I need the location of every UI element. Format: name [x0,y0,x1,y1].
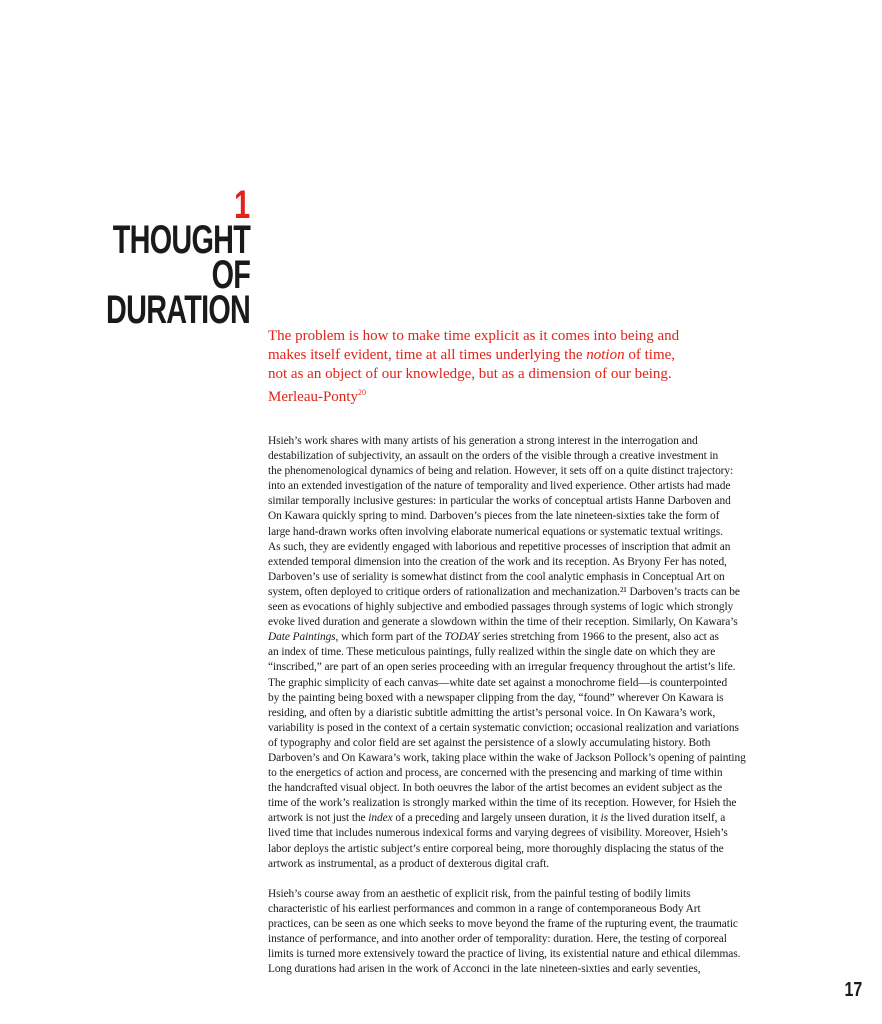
text-line: to the energetics of action and process, are concerned with the presencing and marking of time within [268,767,723,780]
epigraph-line: not as an object of our knowledge, but as a dimension of our being. [268,366,672,382]
text-line: time of the work’s realization is strongly marked within the time of its reception. However, for Hsieh the [268,797,737,810]
text-line: Darboven’s use of seriality is somewhat distinct from the cool analytic emphasis in Conceptual Art on [268,570,725,583]
epigraph-emphasis: notion [586,347,625,363]
text-line: large hand-drawn works often involving elaborate numerical equations or systematic textual writings. [268,525,723,538]
text-line: of typography and color field are set against the persistence of a slowly accumulating history. Both [268,736,711,749]
text-line: the handcrafted visual object. In both oeuvres the labor of the artist becomes an evident subject as the [268,782,723,795]
epigraph-line: makes itself evident, time at all times underlying the notion of time, [268,347,676,363]
text-line: Hsieh’s course away from an aesthetic of explicit risk, from the painful testing of bodily limits [268,887,691,900]
text-line: practices, can be seen as one which seeks to move beyond the frame of the rupturing event, the traumatic [268,917,738,930]
text-line: “inscribed,” are part of an open series proceeding with an irregular frequency throughout the artist’s life. [268,661,736,674]
chapter-heading [50,183,250,332]
text-line: residing, and often by a diaristic subtitle admitting the artist’s personal voice. In On Kawara’s work, [268,706,716,719]
text-line: artwork is not just the index of a preceding and largely unseen duration, it is the lived duration itself, a [268,812,726,825]
text-line: lived time that includes numerous indexical forms and varying degrees of visibility. Moreover, Hsieh’s [268,827,728,840]
text-line: Long durations had arisen in the work of Acconci in the late nineteen-sixties and early seventies, [268,963,701,976]
chapter-title-line-3: DURATION [105,288,250,332]
text-line: extended temporal dimension into the creation of the work and its reception. As Bryony Fer has noted, [268,555,727,568]
text-line: variability is posed in the context of a certain systematic conviction; occasional realization and variations [268,721,739,734]
paragraph-2 [268,887,828,978]
chapter-number: 1 [233,183,250,227]
text-line: Hsieh’s work shares with many artists of his generation a strong interest in the interrogation and [268,435,698,447]
text-line: by the painting being boxed with a newspaper clipping from the day, “found” wherever On Kawara is [268,691,724,704]
text-line: an index of time. These meticulous paintings, fully realized within the single date on which they are [268,646,716,659]
text-line: labor deploys the artistic subject’s entire corporeal being, more thoroughly displacing the status of the [268,842,724,855]
text-line: into an extended investigation of the nature of temporality and lived experience. Other artists had made [268,480,731,493]
chapter-title-line-2: OF [211,253,250,297]
epigraph [268,327,708,407]
paragraph-1 [268,434,828,872]
text-line: As such, they are evidently engaged with laborious and repetitive processes of inscription that admit an [268,540,731,553]
text-line: the phenomenological dynamics of being and relation. However, it sets off on a quite distinct trajectory: [268,465,734,478]
text-line: characteristic of his earliest performances and common in a range of contemporaneous Body Art [268,902,701,915]
text-line: similar temporally inclusive gestures: in particular the works of conceptual artists Hanne Darboven and [268,495,731,508]
text-line: Darboven’s and On Kawara’s work, taking place within the wake of Jackson Pollock’s opening of painting [268,751,746,764]
chapter-title-line-1: THOUGHT [112,218,250,262]
footnote-ref: 20 [357,388,366,397]
text-line: artwork as instrumental, as a product of dexterous digital craft. [268,857,550,870]
epigraph-line: The problem is how to make time explicit as it comes into being and [268,328,680,344]
text-line: On Kawara quickly spring to mind. Darboven’s pieces from the late nineteen-sixties take the form of [268,510,720,523]
text-line: system, often deployed to critique orders of rationalization and mechanization.²¹ Darboven’s tracts can be [268,585,740,598]
text-line: limits is turned more extensively toward the practice of living, its existential nature and ethical dilemmas. [268,948,741,961]
text-line: seen as evocations of highly subjective and embodied passages through systems of logic which strongly [268,601,734,614]
text-line: The graphic simplicity of each canvas—white date set against a monochrome field—is counterpointed [268,676,728,689]
body-text [268,434,828,992]
text-line: instance of performance, and into another order of temporality: duration. Here, the testing of corporeal [268,933,727,945]
text-line: Date Paintings, which form part of the TODAY series stretching from 1966 to the present, also act as [268,631,719,644]
text-line: evoke lived duration and generate a slowdown within the time of their reception. Similarly, On Kawara’s [268,616,738,629]
text-line: destabilization of subjectivity, an assault on the orders of the visible through a creative investment in [268,450,719,463]
epigraph-attribution: Merleau-Ponty$^{20}$ [268,388,366,405]
page-number: 17 [844,979,862,1001]
